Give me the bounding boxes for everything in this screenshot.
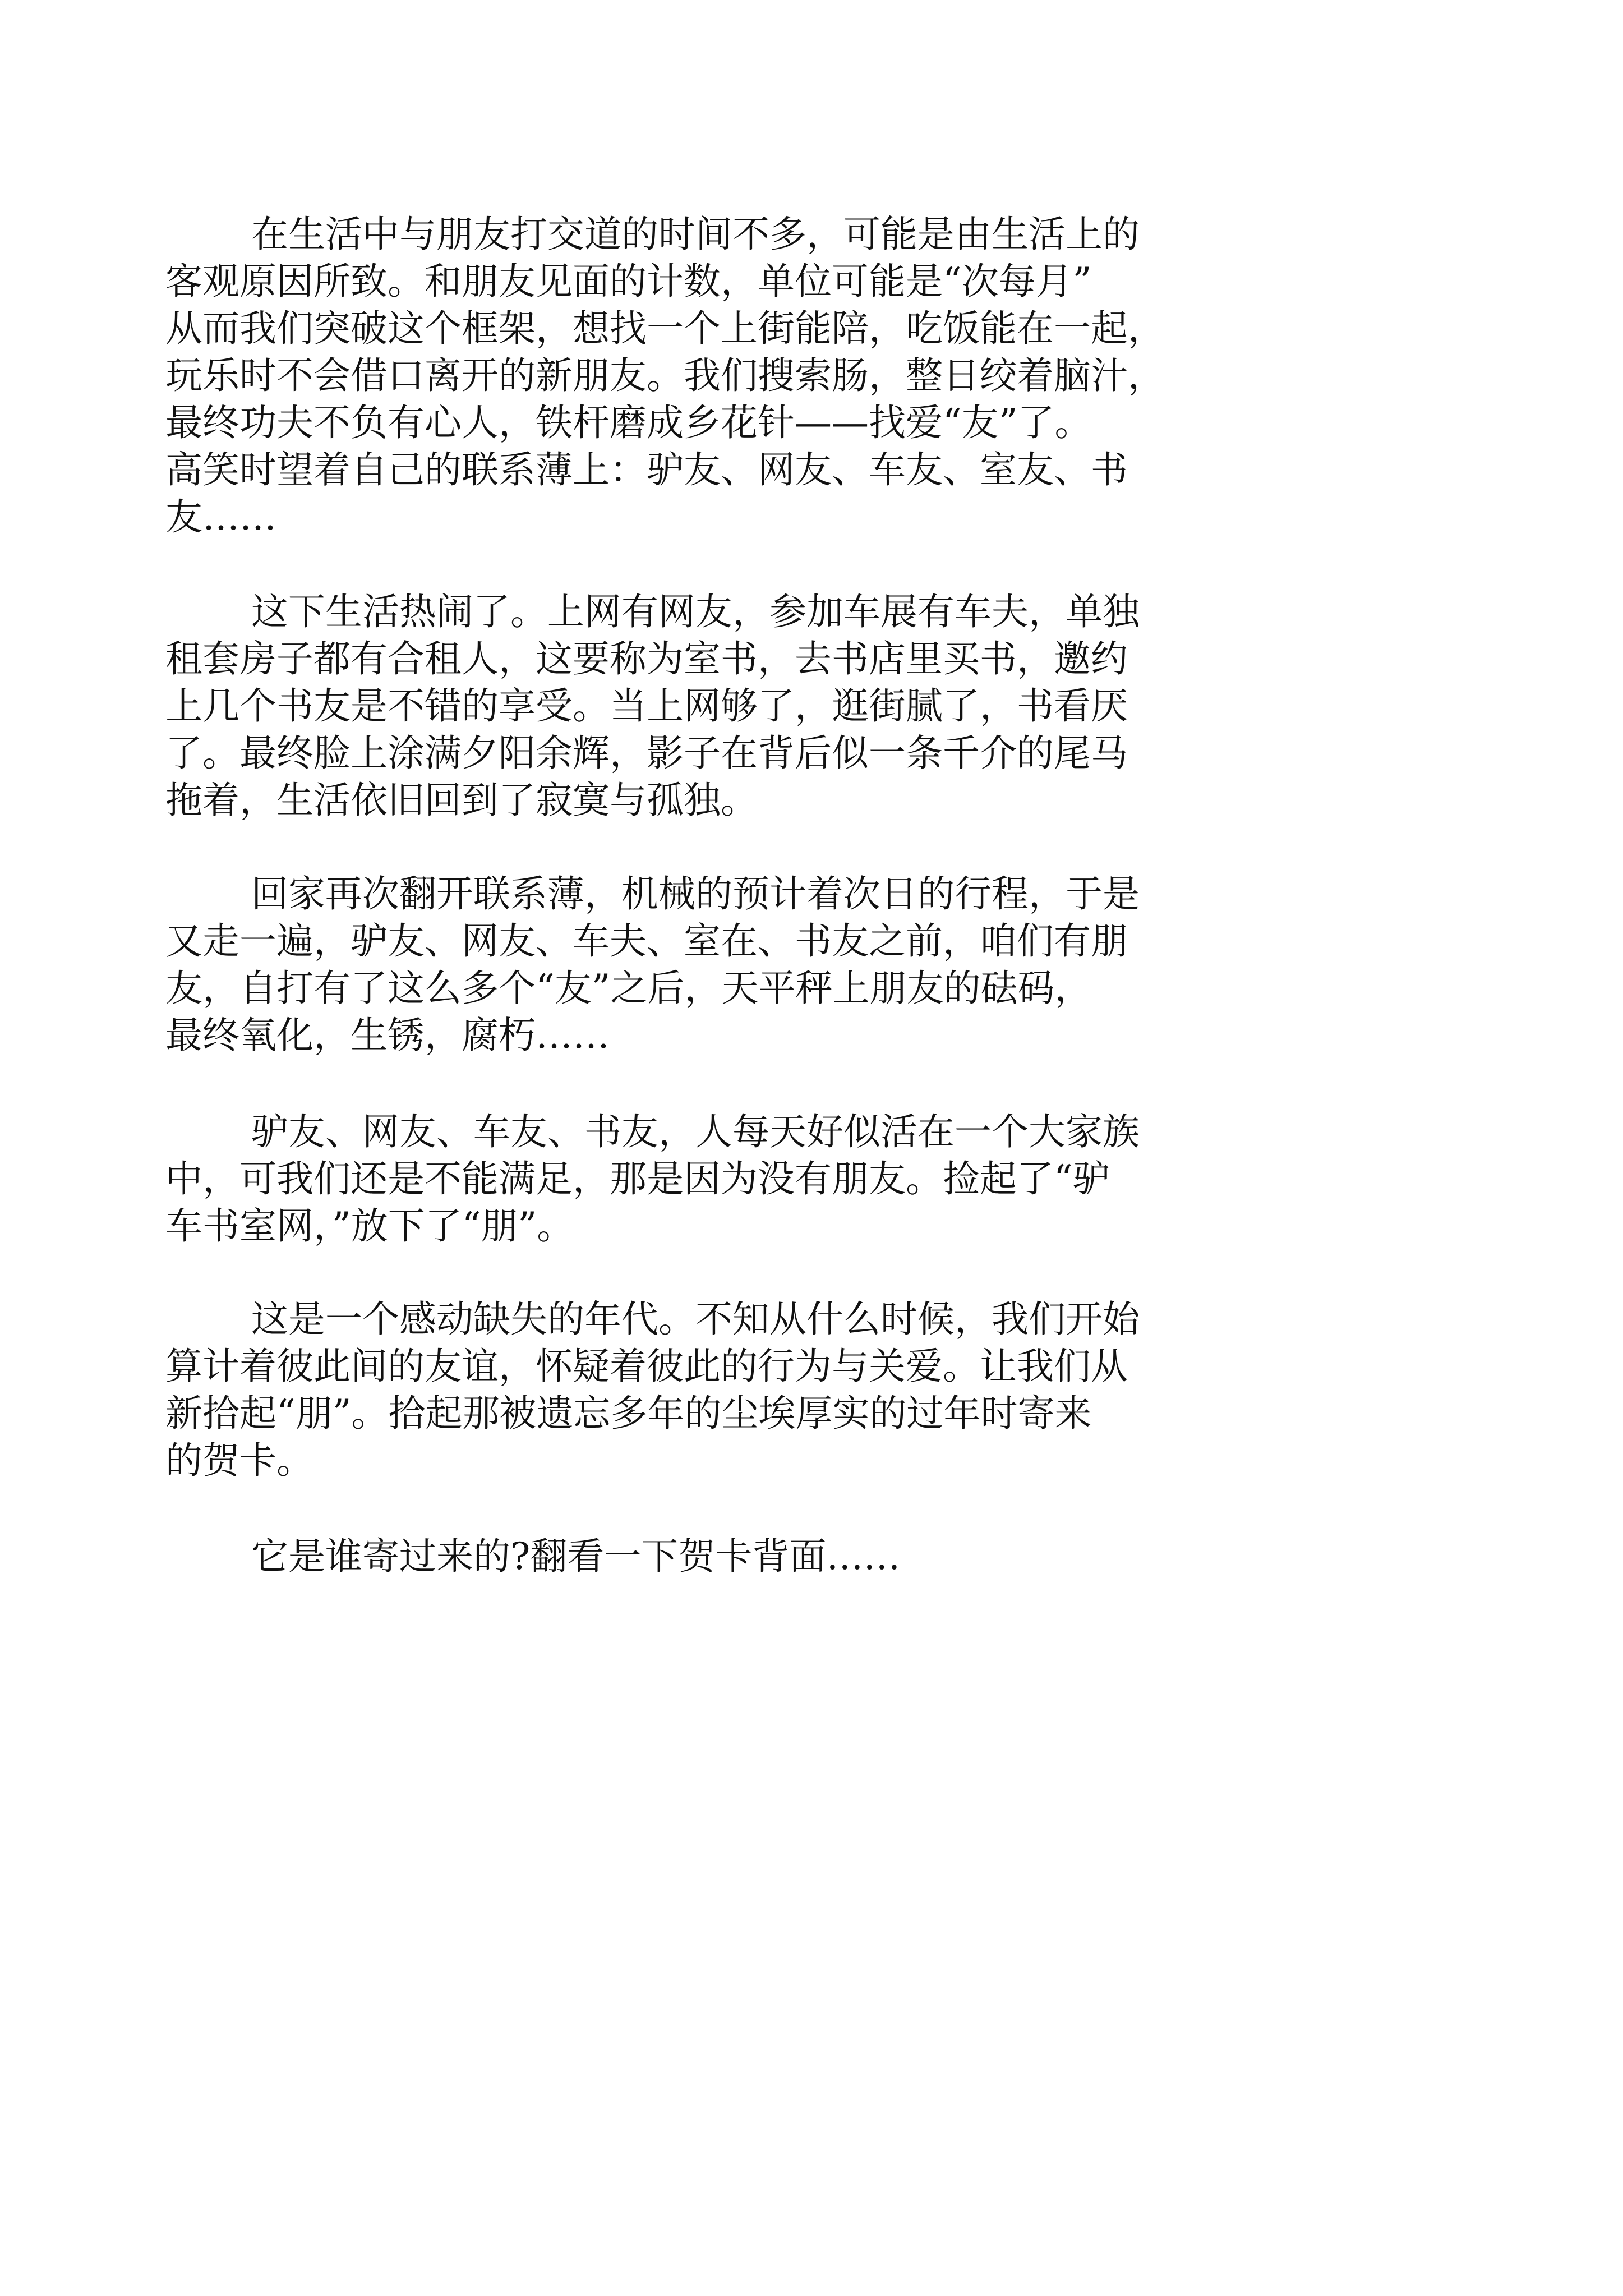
text-line: 高笑时望着自己的联系薄上：驴友、网友、车友、室友、书 (165, 448, 1128, 491)
text-line: 的贺卡。 (165, 1439, 313, 1482)
text-line: 中，可我们还是不能满足，那是因为没有朋友。捡起了“驴 (165, 1157, 1110, 1200)
text-line: 算计着彼此间的友谊，怀疑着彼此的行为与关爱。让我们从 (165, 1345, 1128, 1388)
text-line: 这下生活热闹了。上网有网友，参加车展有车夫，单独 (251, 590, 1140, 633)
text-line: 在生活中与朋友打交道的时间不多，可能是由生活上的 (251, 213, 1140, 256)
text-line: 这是一个感动缺失的年代。不知从什么时候，我们开始 (251, 1297, 1140, 1341)
text-line: 拖着，生活依旧回到了寂寞与孤独。 (165, 779, 758, 822)
text-line: 友，自打有了这么多个“友”之后，天平秤上朋友的砝码， (165, 967, 1092, 1010)
text-line: 又走一遍，驴友、网友、车夫、室在、书友之前，咱们有朋 (165, 919, 1128, 963)
text-line: 最终功夫不负有心人，铁杆磨成乡花针——找爱“友”了。 (165, 401, 1092, 444)
text-line: 新拾起“朋”。拾起那被遗忘多年的尘埃厚实的过年时寄来 (165, 1392, 1092, 1435)
text-line: 从而我们突破这个框架，想找一个上街能陪，吃饭能在一起， (165, 307, 1165, 350)
text-line: 驴友、网友、车友、书友，人每天好似活在一个大家族 (251, 1110, 1140, 1153)
text-line: 了。最终脸上涂满夕阳余辉，影子在背后似一条千介的尾马 (165, 731, 1128, 775)
text-line: 上几个书友是不错的享受。当上网够了，逛街腻了，书看厌 (165, 684, 1128, 728)
text-line: 它是谁寄过来的?翻看一下贺卡背面…… (251, 1535, 901, 1578)
text-line: 车书室网，”放下了“朋”。 (165, 1204, 574, 1248)
text-line: 友…… (165, 495, 276, 539)
text-line: 租套房子都有合租人，这要称为室书，去书店里买书，邀约 (165, 637, 1128, 680)
text-line: 回家再次翻开联系薄，机械的预计着次日的行程，于是 (251, 872, 1140, 915)
text-line: 玩乐时不会借口离开的新朋友。我们搜索肠，整日绞着脑汁， (165, 354, 1165, 397)
text-line: 客观原因所致。和朋友见面的计数，单位可能是“次每月” (165, 260, 1092, 303)
text-line: 最终氧化，生锈，腐朽…… (165, 1014, 610, 1057)
